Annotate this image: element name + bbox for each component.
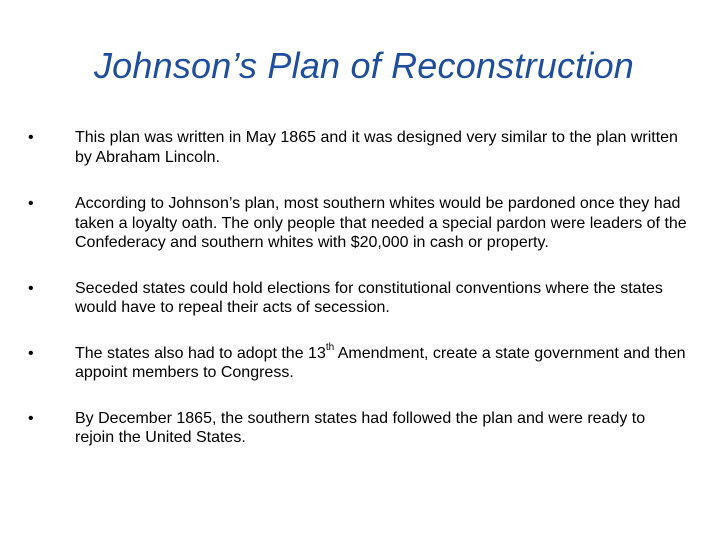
bullet-item-pardons (28, 194, 688, 253)
bullet-text: Seceded states could hold elections for constitutional conventions where the states would have to repeal their acts of secession. (75, 279, 663, 316)
bullet-item-plan-written (28, 128, 688, 167)
bullet-icon: • (28, 129, 34, 146)
bullet-item-amendment (28, 344, 688, 383)
bullet-text-after: Amendment, create a state government and then appoint members to Congress. (75, 344, 686, 381)
bullet-item-rejoin (28, 409, 688, 448)
bullet-icon: • (28, 195, 34, 212)
ordinal-superscript: th (325, 342, 335, 354)
slide-title: Johnson’s Plan of Reconstruction (93, 45, 635, 86)
bullet-icon: • (28, 344, 34, 362)
bullet-item-elections (28, 279, 688, 318)
bullet-icon: • (28, 409, 34, 427)
bullet-text: According to Johnson’s plan, most southern whites would be pardoned once they had taken a loyalty oath. The only people that needed a special pardon were leaders of the Confederacy and southern whites with $20,000 in cash or property. (75, 195, 687, 251)
bullet-list (28, 128, 688, 448)
bullet-icon: • (28, 279, 34, 297)
bullet-text: By December 1865, the southern states had followed the plan and were ready to rejoin the United States. (75, 409, 646, 446)
bullet-text: This plan was written in May 1865 and it was designed very similar to the plan written by Abraham Lincoln. (75, 129, 678, 166)
bullet-text-before: The states also had to adopt the 13 (75, 344, 326, 362)
